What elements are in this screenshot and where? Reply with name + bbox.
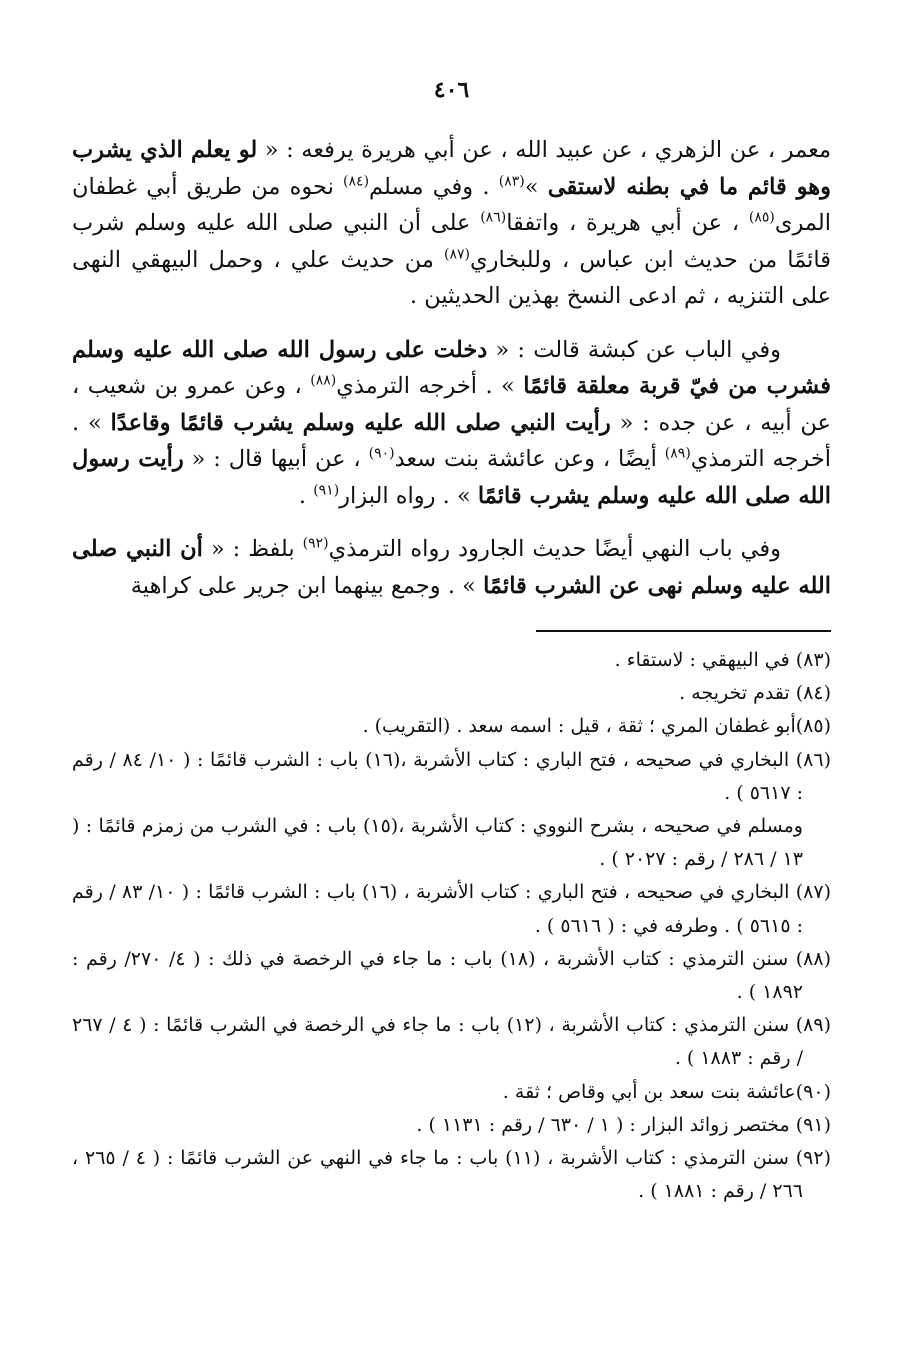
hadith-quote: رأيت النبي صلى الله عليه وسلم يشرب قائمًا وقاعدًا [110, 409, 611, 436]
footnote: (٨٨) سنن الترمذي : كتاب الأشربة ، (١٨) باب : ما جاء في الرخصة في ذلك : ( ٤/ ٢٧٠/ رقم : ١٨٩٢ ) . [72, 947, 831, 1004]
footnote: (٨٥)أبو غطفان المري ؛ ثقة ، قيل : اسمه سعد . (التقريب) . [362, 715, 831, 738]
footnote-ref: (٨٦) [480, 209, 507, 226]
text-run: أيضًا ، وعن عائشة بنت سعد [394, 446, 665, 472]
footnote-ref: (٩١) [313, 482, 340, 498]
footnote-separator [536, 630, 831, 632]
text-run: بلفظ : « [202, 536, 303, 562]
paragraph [72, 132, 831, 315]
footnote-ref: (٨٩) [664, 445, 691, 462]
paragraph [72, 332, 831, 515]
paragraph [72, 531, 831, 604]
text-run: معمر ، عن الزهري ، عن عبيد الله ، عن أبي هريرة يرفعه : « [257, 137, 831, 163]
text-run: » . أخرجه الترمذي [336, 373, 524, 399]
footnote-ref: (٩٢) [302, 535, 329, 552]
text-run: » . أخرجه الترمذي [72, 409, 831, 472]
footnote-ref: (٨٨) [310, 372, 337, 389]
footnotes [72, 644, 831, 1208]
text-run: ، عن أبي هريرة ، واتفقا [506, 210, 749, 236]
text-run: . وفي مسلم [369, 173, 499, 200]
text-run: » . وجمع بينهما ابن جرير على كراهية [130, 572, 484, 599]
text-run: » . رواه البزار [339, 482, 478, 509]
footnote: (٨٦) البخاري في صحيحه ، فتح الباري : كتاب الأشربة ،(١٦) باب : الشرب قائمًا : ( ١٠/ ٨٤ / رقم : ٥٦١٧ ) . [72, 748, 831, 804]
text-run: . [298, 482, 314, 509]
footnote: (٩٠)عائشة بنت سعد بن أبي وقاص ؛ ثقة . [502, 1080, 831, 1103]
main-text [72, 132, 831, 604]
text-run: ، وعن عمرو بن شعيب ، عن أبيه ، عن جده : « [72, 373, 831, 436]
text-run: وفي الباب عن كبشة قالت : « [487, 336, 781, 363]
footnote-ref: (٨٤) [343, 173, 370, 189]
text-run: من حديث علي ، وحمل البيهقي النهى على التنزيه ، ثم ادعى النسخ بهذين الحديثين . [72, 246, 831, 309]
footnote: (٨٧) البخاري في صحيحه ، فتح الباري : كتاب الأشربة ، (١٦) باب : الشرب قائمًا : ( ١٠/ ٨٣ / رقم : ٥٦١٥ ) . وطرفه في : ( ٥٦١٦ ) . [72, 881, 831, 937]
text-run: نحوه من طريق أبي غطفان المرى [72, 173, 831, 236]
footnote: (٩١) مختصر زوائد البزار : ( ١ / ٦٣٠ / رقم : ١١٣١ ) . [416, 1113, 831, 1136]
text-run: وفي باب النهي أيضًا حديث الجارود رواه الترمذي [328, 536, 781, 562]
hadith-quote: رأيت رسول الله صلى الله عليه وسلم يشرب قائمًا [72, 446, 831, 509]
footnote-ref: (٨٧) [444, 246, 471, 262]
text-run: على أن النبي صلى الله عليه وسلم شرب قائمًا من حديث ابن عباس ، وللبخاري [72, 210, 831, 273]
page-number: ٤٠٦ [433, 77, 470, 103]
text-run: » [524, 173, 548, 200]
footnote: (٩٢) سنن الترمذي : كتاب الأشربة ، (١١) باب : ما جاء في النهي عن الشرب قائمًا : ( ٤ / ٢٦٥ ، ٢٦٦ / رقم : ١٨٨١ ) . [72, 1147, 832, 1203]
footnote-ref: (٩٠) [368, 445, 395, 462]
hadith-quote: دخلت على رسول الله صلى الله عليه وسلم فشرب من فيّ قربة معلقة قائمًا [72, 336, 831, 399]
footnote: (٨٣) في البيهقي : لاستقاء . [614, 649, 831, 671]
footnote-ref: (٨٣) [498, 173, 525, 189]
footnote: (٨٩) سنن الترمذي : كتاب الأشربة ، (١٢) باب : ما جاء في الرخصة في الشرب قائمًا : ( ٤ / ٢٦٧ / رقم : ١٨٨٣ ) . [72, 1014, 832, 1070]
footnote: ومسلم في صحيحه ، بشرح النووي : كتاب الأشربة ،(١٥) باب : في الشرب من زمزم قائمًا : ( ١٣ / ٢٨٦ / رقم : ٢٠٢٧ ) . [72, 815, 803, 871]
text-run: ، عن أبيها قال : « [183, 446, 369, 472]
hadith-quote: لو يعلم الذي يشرب وهو قائم ما في بطنه لاستقى [72, 137, 831, 200]
footnote: (٨٤) تقدم تخريجه . [679, 682, 831, 705]
hadith-quote: أن النبي صلى الله عليه وسلم نهى عن الشرب قائمًا [72, 536, 831, 599]
footnote-ref: (٨٥) [748, 209, 775, 226]
